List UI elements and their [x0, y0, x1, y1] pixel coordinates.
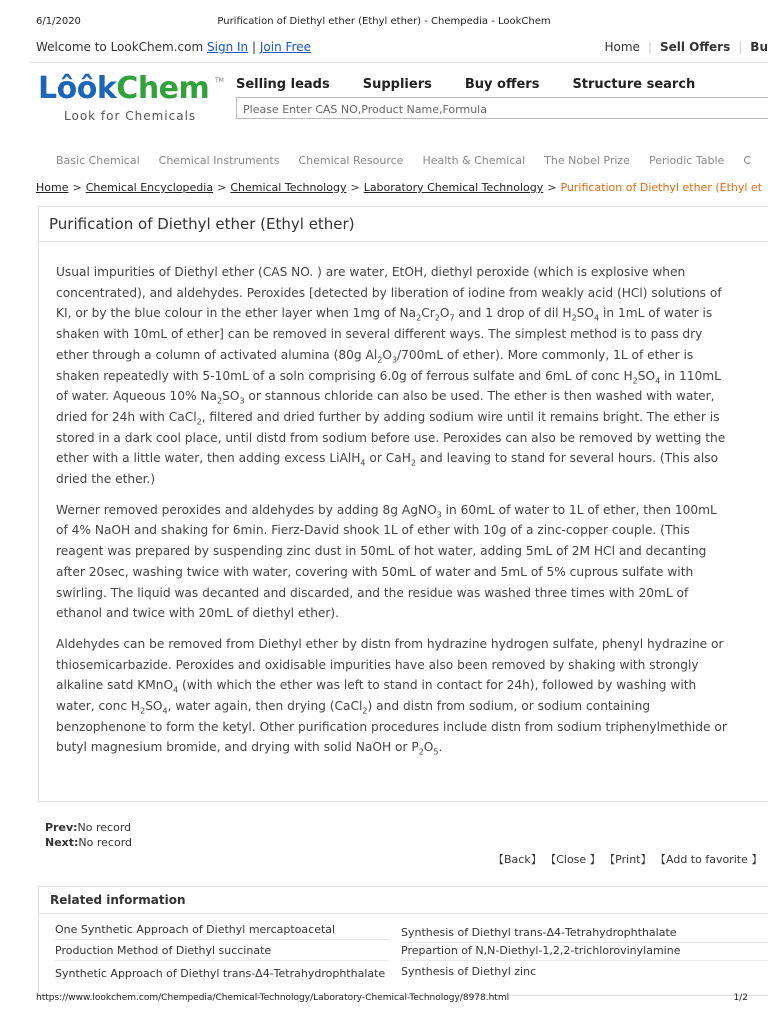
cat-chemical-instruments[interactable]: Chemical Instruments	[158, 154, 280, 167]
print-title: Purification of Diethyl ether (Ethyl ether) - Chempedia - LookChem	[217, 16, 551, 27]
topbar-divider: |	[251, 40, 257, 54]
main-nav	[236, 77, 728, 92]
related-link-right-3[interactable]: Synthesis of Diethyl zinc	[401, 965, 537, 978]
article-paragraph-1: Usual impurities of Diethyl ether (CAS NO. ) are water, EtOH, diethyl peroxide (which is explosive when concentrated), and aldehydes. Peroxides [detected by liberation of iodine from weakly acid (HCl) solutions of KI, or by the blue colour in the ether layer when 1mg of $Na_2Cr_2O_7$ and 1 drop of dil $H_2SO_4$ in 1mL of water is shaken with 10mL of ether] can be removed in several different ways. The simplest method is to pass dry ether through a column of activated alumina (80g $Al_2O_3/700mL$ of ether). More commonly, 1L of ether is shaken repeatedly with 5-10mL of a soln comprising 6.0g of ferrous sulfate and 6mL of conc $H_2SO_4$ in 110mL of water. Aqueous 10% $Na_2SO_3$ or stannous chloride can also be used. The ether is then washed with water, dried for 24h with CaCl$_2$, filtered and dried further by adding sodium wire until it remains bright. The ether is stored in a dark cool place, until distd from sodium before use. Peroxides can also be removed by wetting the ether with a little water, then adding excess LiAlH$_4$ or CaH$_2$ and leaving to stand for several hours. (This also dried the ether.)	[56, 265, 726, 487]
next-record	[45, 836, 132, 849]
article-divider	[39, 241, 768, 242]
cat-basic-chemical[interactable]: Basic Chemical	[56, 154, 140, 167]
close-button[interactable]: 【Close 】	[545, 853, 601, 866]
search-input[interactable]	[237, 100, 768, 120]
search-box	[236, 97, 768, 119]
related-information-panel	[38, 886, 768, 996]
logo-chem: Chem	[116, 71, 210, 106]
nav-selling-leads[interactable]: Selling leads	[236, 77, 330, 92]
header-divider	[30, 62, 768, 63]
nav-buy-offers[interactable]: Buy offers	[464, 77, 540, 92]
related-link-left-1[interactable]: One Synthetic Approach of Diethyl mercaptoacetal	[55, 923, 336, 936]
article-panel	[38, 206, 768, 802]
crumb-chemical-encyclopedia[interactable]: Chemical Encyclopedia	[85, 181, 214, 194]
related-link-right-2[interactable]: Prepartion of N,N-Diethyl-1,2,2-trichlorovinylamine	[401, 944, 681, 957]
print-date: 6/1/2020	[36, 16, 81, 27]
related-link-right-1[interactable]: Synthesis of Diethyl trans-Δ4-Tetrahydrophthalate	[401, 926, 677, 939]
nav-structure-search[interactable]: Structure search	[572, 77, 696, 92]
related-link-left-2[interactable]: Production Method of Diethyl succinate	[55, 944, 272, 957]
footer-url: https://www.lookchem.com/Chempedia/Chemical-Technology/Laboratory-Chemical-Technology/8978.html	[36, 993, 510, 1003]
related-divider	[39, 913, 768, 914]
prev-record	[45, 821, 131, 834]
prev-value: No record	[77, 821, 132, 834]
category-nav	[56, 154, 768, 167]
crumb-separator: >	[217, 181, 227, 194]
sign-in-link[interactable]: Sign In	[207, 40, 249, 54]
cat-health-chemical[interactable]: Health & Chemical	[422, 154, 526, 167]
related-row-divider	[401, 942, 768, 943]
related-link-left-3[interactable]: Synthetic Approach of Diethyl trans-Δ4-Tetrahydrophthalate	[55, 967, 386, 980]
print-button[interactable]: 【Print】	[604, 853, 652, 866]
crumb-laboratory-chemical-technology[interactable]: Laboratory Chemical Technology	[363, 181, 544, 194]
article-paragraph-3: Aldehydes can be removed from Diethyl ether by distn from hydrazine hydrogen sulfate, phenyl hydrazine or thiosemicarbazide. Peroxides and oxidisable impurities have also been removed by shaking with strongly alkaline satd KMnO$_4$ (with which the ether was left to stand in contact for 24h), followed by washing with water, conc $H_2SO_4$, water again, then drying (CaCl$_2$) and distn from sodium, or sodium containing benzophenone to form the ketyl. Other purification procedures include distn from sodium triphenylmethide or butyl magnesium bromide, and drying with solid NaOH or $P_2O_5$.	[56, 636, 727, 757]
top-nav: Home | Sell Offers | Bu	[604, 40, 768, 54]
add-to-favorite-button[interactable]: 【Add to favorite 】	[655, 853, 763, 866]
related-row-divider	[401, 960, 768, 961]
article-paragraph-2: Werner removed peroxides and aldehydes by adding 8g AgNO$_3$ in 60mL of water to 1L of ether, then 100mL of 4% NaOH and shaking for 6min. Fierz-David shook 1L of ether with 10g of a zinc-copper couple. (This reagent was prepared by suspending zinc dust in 50mL of hot water, adding 5mL of 2M HCl and decanting after 20sec, washing twice with water, covering with 50mL of water and 5mL of 5% cuprous sulfate with swirling. The liquid was decanted and discarded, and the residue was washed three times with 20mL of ethanol and twice with 20mL of diethyl ether).	[56, 502, 717, 621]
top-bar	[36, 40, 768, 56]
back-button[interactable]: 【Back】	[493, 853, 542, 866]
crumb-current: Purification of Diethyl ether (Ethyl et	[560, 181, 763, 194]
crumb-separator: >	[547, 181, 557, 194]
join-free-link[interactable]: Join Free	[259, 40, 311, 54]
lookchem-logo[interactable]	[38, 72, 228, 128]
welcome-text: Welcome to LookChem.com	[36, 40, 204, 54]
next-value: No record	[78, 836, 133, 849]
logo-trademark: TM	[215, 77, 224, 84]
article-actions	[493, 851, 762, 867]
next-label: Next:	[45, 836, 79, 849]
logo-tagline: Look for Chemicals	[64, 109, 197, 123]
crumb-separator: >	[72, 181, 82, 194]
related-row-divider	[55, 960, 389, 961]
logo-look: Lôôk	[38, 71, 117, 106]
cat-nobel-prize[interactable]: The Nobel Prize	[544, 154, 630, 167]
top-nav-home[interactable]: Home	[604, 40, 640, 54]
crumb-chemical-technology[interactable]: Chemical Technology	[230, 181, 347, 194]
cat-more[interactable]: C	[743, 154, 751, 167]
crumb-home[interactable]: Home	[36, 181, 69, 194]
breadcrumb	[36, 181, 762, 194]
print-footer	[36, 993, 748, 1003]
prev-label: Prev:	[45, 821, 78, 834]
article-title: Purification of Diethyl ether (Ethyl ether)	[49, 215, 355, 233]
related-row-divider	[55, 939, 389, 940]
article-body	[56, 262, 732, 768]
top-nav-buy[interactable]: Bu	[750, 40, 768, 54]
cat-chemical-resource[interactable]: Chemical Resource	[298, 154, 404, 167]
top-nav-sell-offers[interactable]: Sell Offers	[659, 40, 731, 54]
cat-periodic-table[interactable]: Periodic Table	[648, 154, 725, 167]
footer-page-number: 1/2	[733, 993, 748, 1003]
related-title: Related information	[50, 893, 186, 907]
crumb-separator: >	[350, 181, 360, 194]
nav-suppliers[interactable]: Suppliers	[362, 77, 432, 92]
